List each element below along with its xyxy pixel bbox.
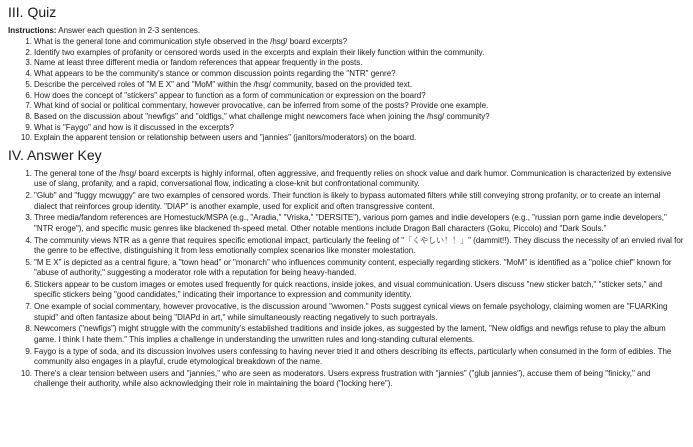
quiz-question [8,91,685,102]
list-item-text: Describe the perceived roles of "M E X" and "MoM" within the /hsg/ community, based on the provided text. [34,79,413,89]
list-item-text: Faygo is a type of soda, and its discussion involves users confessing to having never tried it and others describing its effects, particularly when consumed in the form of edibles. The community also engages in a playful, crude etymological breakdown of the name. [34,346,672,367]
list-item-number: 4. [25,69,32,79]
list-item-number: 7. [25,302,32,312]
list-item-number: 1. [25,169,32,179]
list-item-text: "Glub" and "fuggy mcwuggy" are two examples of censored words. Their function is likely to bypass automated filters while still conveying strong profanity, or to create an internal dialect that reinforces group identity. "DIAP" is another example, used for explicit and often transgressive content. [34,191,661,211]
quiz-heading: III. Quiz [8,4,57,20]
instructions-text: Answer each question in 2-3 sentences. [56,26,201,35]
quiz-question [8,48,685,59]
quiz-question [8,123,685,134]
quiz-question [8,133,685,144]
list-item-text: The community views NTR as a genre that requires specific emotional impact, particularly the feeling of "「くやしい！！」" (dammit!!). They discuss the necessity of an envied rival for the genre to be effective, distinguishing it from less emotionally complex scenarios like monster molestation. [34,235,684,256]
quiz-instructions [8,26,685,36]
answer-item [8,347,685,368]
list-item-text: What kind of social or political commentary, however provocative, can be inferred from some of the posts? Provide one example. [34,101,489,111]
list-item-number: 3. [25,58,32,68]
quiz-question [8,58,685,69]
quiz-question [8,80,685,91]
list-item-number: 6. [25,280,32,290]
list-item-number: 3. [25,213,32,223]
list-item-number: 8. [25,324,32,334]
list-item-text: What appears to be the community's stance or common discussion points regarding the "NTR" genre? [34,69,396,79]
list-item-text: Three media/fandom references are Homestuck/MSPA (e.g., "Aradia," "Vriska," "DERSITE"), various porn games and indie developers (e.g., "russian porn game indie developers," "NTR eroge"), and specific music genres like blackened th-speed metal. Other notable mentions include Dragon Ball characters (Goku, Piccolo) and "Dark Souls." [34,213,667,233]
quiz-question [8,69,685,80]
list-item-text: There's a clear tension between users and "jannies," who are seen as moderators. Users express frustration with "jannies" ("glub jannies"), accuse them of being "finicky," and challenge their authority, while also acknowledging their role in maintaining the board ("locking here"). [34,368,651,389]
answer-item [8,258,685,279]
answer-item [8,213,685,234]
list-item-number: 5. [25,257,32,267]
list-item-number: 9. [25,122,32,132]
list-item-number: 10. [20,368,32,378]
list-item-number: 2. [25,47,32,57]
answer-item [8,302,685,323]
list-item-number: 7. [25,101,32,111]
answer-item [8,191,685,212]
list-item-number: 6. [25,90,32,100]
list-item-number: 9. [25,346,32,356]
list-item-text: How does the concept of "stickers" appear to function as a form of communication or expression on the board? [34,90,426,100]
answer-key-heading: IV. Answer Key [8,147,102,164]
answer-item [8,236,685,257]
quiz-question [8,37,685,48]
list-item-number: 1. [25,37,32,46]
list-item-number: 8. [25,111,32,121]
list-item-text: Newcomers ("newfigs") might struggle with the community's established traditions and inside jokes, as suggested by the lament, "New oldfigs and newfigs refuse to play the album game. I think I hate them." This implies a challenge in understanding the unwritten rules and long-standing cultural elements. [34,324,666,344]
list-item-text: Name at least three different media or fandom references that appear frequently in the posts. [34,58,363,68]
list-item-number: 2. [25,191,32,201]
list-item-text: One example of social commentary, however provocative, is the discussion around "wwomen." Posts suggest cynical views on female psychology, claiming women are "FUARKing stupid" and often fantasize about being "DIAPd in art," while simultaneously reacting negatively to such portrayals. [34,302,668,322]
answer-list [8,169,685,390]
answer-item [8,280,685,301]
quiz-question-list [8,37,685,144]
answer-item [8,324,685,345]
list-item-text: Stickers appear to be custom images or emotes used frequently for quick reactions, inside jokes, and visual communication. Users discuss "new sticker batch," "sticker sets," and specific stickers being "good candidates," indicating their importance to expression and community identity. [34,280,663,300]
quiz-question [8,101,685,112]
list-item-text: "M E X" is depicted as a central figure, a "town head" or "monarch" who influences community content, especially regarding stickers. "MoM" is identified as a "police chief" known for "abuse of authority," suggesting a moderator role with a reputation for being heavy-handed. [34,257,672,278]
quiz-question [8,112,685,123]
answer-item [8,169,685,190]
list-item-number: 4. [25,235,32,245]
instructions-label: Instructions: [8,26,57,35]
list-item-number: 10. [20,133,32,143]
list-item-text: Based on the discussion about "newfigs" and "oldfigs," what challenge might newcomers face when joining the /hsg/ community? [34,111,490,121]
list-item-text: What is "Faygo" and how is it discussed in the excerpts? [34,122,234,132]
list-item-text: What is the general tone and communication style observed in the /hsg/ board excerpts? [34,37,348,46]
list-item-text: Identify two examples of profanity or censored words used in the excerpts and explain their likely function within the community. [34,47,485,57]
answer-item [8,369,685,390]
list-item-text: The general tone of the /hsg/ board excerpts is highly informal, often aggressive, and frequently relies on shock value and dark humor. Communication is characterized by extensive use of slang, profanity, and a rapid, conversational flow, indicating a close-knit but confrontational community. [34,169,672,189]
list-item-number: 5. [25,79,32,89]
list-item-text: Explain the apparent tension or relationship between users and "jannies" (janitors/moderators) on the board. [34,133,417,143]
